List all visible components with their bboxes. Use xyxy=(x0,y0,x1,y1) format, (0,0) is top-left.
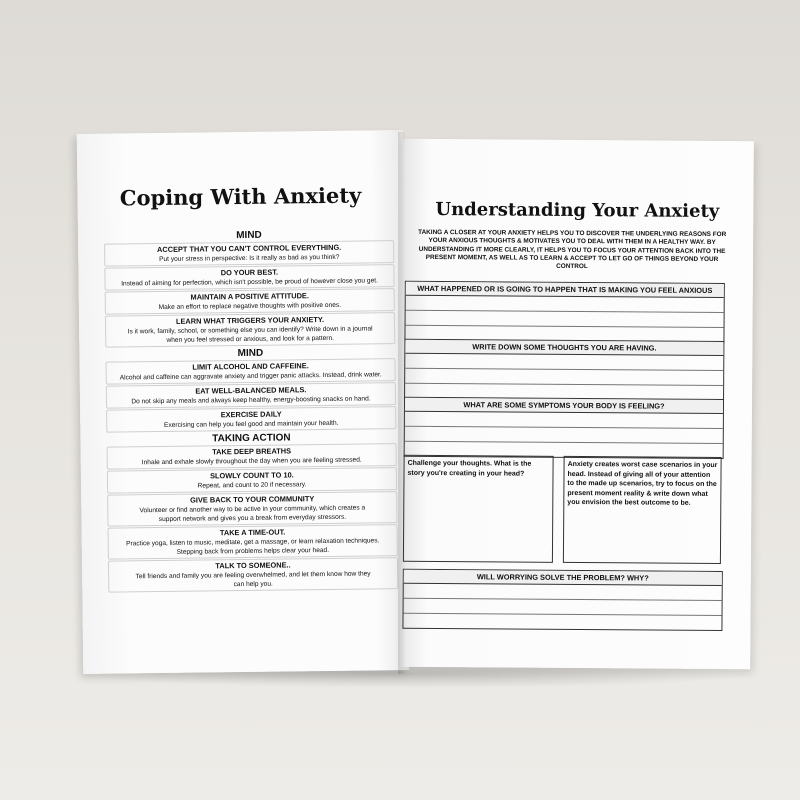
item-label: TALK TO SOMEONE.. xyxy=(215,560,291,571)
coping-item xyxy=(107,467,397,494)
coping-item xyxy=(105,358,395,385)
item-text: Put your stress in perspective: Is it really as bad as you think? xyxy=(159,253,340,264)
coping-list xyxy=(104,226,398,594)
item-label: EAT WELL-BALANCED MEALS. xyxy=(195,385,307,396)
item-label: TAKE DEEP BREATHS xyxy=(212,446,292,457)
item-label: LEARN WHAT TRIGGERS YOUR ANXIETY. xyxy=(175,315,325,326)
item-text: Do not skip any meals and always keep healthy, energy-boosting snacks on hand. xyxy=(131,395,371,406)
item-text: Is it work, family, school, or something else you can identify? Write down in a journal xyxy=(127,325,373,336)
item-label: MAINTAIN A POSITIVE ATTITUDE. xyxy=(190,291,309,302)
item-label: EXERCISE DAILY xyxy=(220,409,282,420)
prompt-box-worrying xyxy=(402,569,722,631)
item-text-2: support network and gives you a break from everyday stressors. xyxy=(158,513,347,524)
right-page-title: Understanding Your Anxiety xyxy=(435,199,720,222)
section-heading-mind-2: MIND xyxy=(237,347,264,360)
prompt-heading: WHAT HAPPENED OR IS GOING TO HAPPEN THAT IS MAKING YOU FEEL ANXIOUS xyxy=(406,282,724,298)
item-label: GIVE BACK TO YOUR COMMUNITY xyxy=(190,494,315,505)
writing-line xyxy=(403,614,721,630)
item-label: LIMIT ALCOHOL AND CAFFEINE. xyxy=(192,361,309,372)
coping-item xyxy=(108,557,398,593)
prompt-box-symptoms xyxy=(404,397,724,459)
item-text: Tell friends and family you are feeling overwhelmed, and let them know how they xyxy=(135,570,371,581)
item-text-2: can help you. xyxy=(233,580,273,589)
item-text: Exercising can help you feel good and maintain your health. xyxy=(163,419,339,429)
prompt-heading: WHAT ARE SOME SYMPTOMS YOUR BODY IS FEELING? xyxy=(405,398,723,414)
coping-item xyxy=(106,382,396,409)
item-text: Inhale and exhale slowly throughout the day when you are feeling stressed. xyxy=(141,456,362,467)
tip-box xyxy=(563,456,722,564)
item-text-2: Stepping back from problems helps clear your head. xyxy=(176,546,330,556)
tip-text: Anxiety creates worst case scenarios in your head. Instead of giving all of your attention to the made up scenarios, try to focus on the present moment reality & write down what you envision the best outcome to be. xyxy=(567,460,718,507)
coping-item xyxy=(108,524,398,560)
right-page xyxy=(398,139,754,669)
item-text: Alcohol and caffeine can aggravate anxiety and trigger panic attacks. Instead, drink water. xyxy=(119,371,382,382)
challenge-thoughts-box xyxy=(403,455,554,563)
prompt-heading: WRITE DOWN SOME THOUGHTS YOU ARE HAVING. xyxy=(405,340,723,356)
item-text: Instead of aiming for perfection, which isn't possible, be proud of however close you get. xyxy=(121,277,378,288)
coping-item xyxy=(104,264,394,291)
left-page xyxy=(77,130,410,674)
item-text: Make an effort to replace negative thoughts with positive ones. xyxy=(158,301,342,312)
prompt-heading: WILL WORRYING SOLVE THE PROBLEM? WHY? xyxy=(404,570,722,586)
prompt-box-anxious-event xyxy=(404,281,724,343)
item-text: Practice yoga, listen to music, meditate, get a massage, or learn relaxation techniques. xyxy=(126,537,380,548)
left-page-title: Coping With Anxiety xyxy=(119,182,362,211)
section-heading-taking-action: TAKING ACTION xyxy=(212,432,291,445)
coping-item xyxy=(104,240,394,267)
coping-item xyxy=(105,312,395,348)
item-label: DO YOUR BEST. xyxy=(220,267,279,278)
coping-item xyxy=(107,443,397,470)
coping-item xyxy=(105,288,395,315)
coping-item xyxy=(107,491,397,527)
section-heading-mind: MIND xyxy=(236,229,262,242)
item-text-2: when you feel stressed or anxious, and look for a pattern. xyxy=(166,334,335,344)
book-spine xyxy=(398,132,406,674)
item-text: Volunteer or find another way to be active in your community, which creates a xyxy=(139,504,366,515)
coping-item xyxy=(106,406,396,433)
item-text: Repeat, and count to 20 if necessary. xyxy=(197,481,307,490)
item-label: TAKE A TIME-OUT. xyxy=(219,527,286,538)
item-label: SLOWLY COUNT TO 10. xyxy=(210,470,294,481)
prompt-box-thoughts xyxy=(404,339,724,401)
item-label: ACCEPT THAT YOU CAN'T CONTROL EVERYTHING. xyxy=(156,242,342,255)
intro-text: TAKING A CLOSER AT YOUR ANXIETY HELPS YOU TO DISCOVER THE UNDERLYING REASONS FOR YOUR ANXIOUS THOUGHTS & MOTIVATES YOU TO DEAL WITH THEM IN A HEALTHY WAY. BY UNDERSTANDING IT MORE CLEARLY, IT HELPS YOU TO FOCUS YOUR ATTENTION BACK INTO THE PRESENT MOMENT, AS WELL AS TO LEARN & ACCEPT TO LET GO OF THINGS BEYOND YOUR CONTROL xyxy=(418,228,727,271)
challenge-text: Challenge your thoughts. What is the story you're creating in your head? xyxy=(407,459,532,478)
